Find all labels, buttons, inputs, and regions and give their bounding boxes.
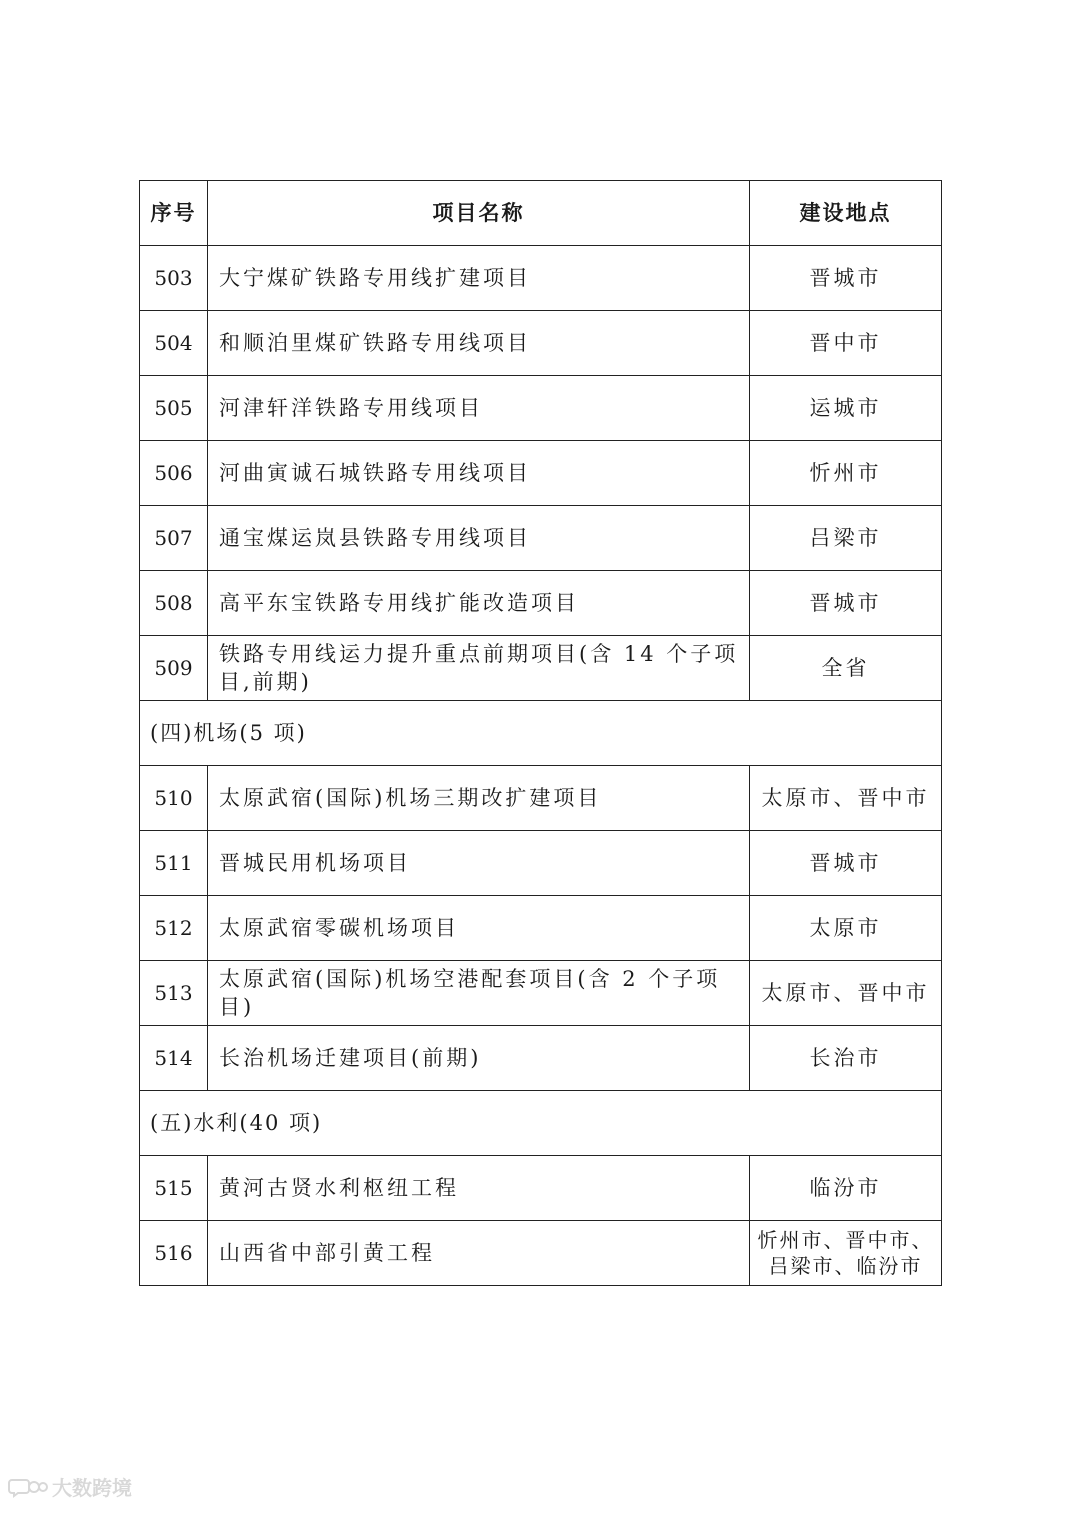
table-row bbox=[140, 896, 942, 961]
serial-number: 511 bbox=[140, 831, 208, 896]
table-row bbox=[140, 246, 942, 311]
serial-number: 503 bbox=[140, 246, 208, 311]
table-row bbox=[140, 961, 942, 1026]
header-location: 建设地点 bbox=[750, 181, 942, 246]
chat-bubble-logo-icon bbox=[8, 1476, 48, 1498]
table-row bbox=[140, 571, 942, 636]
location: 太原市 bbox=[750, 896, 942, 961]
serial-number: 504 bbox=[140, 311, 208, 376]
serial-number: 516 bbox=[140, 1221, 208, 1286]
table-header bbox=[140, 181, 942, 246]
location: 晋城市 bbox=[750, 246, 942, 311]
project-name: 通宝煤运岚县铁路专用线项目 bbox=[208, 506, 750, 571]
section-title: (五)水利(40 项) bbox=[140, 1091, 942, 1156]
table-body bbox=[140, 246, 942, 1286]
serial-number: 506 bbox=[140, 441, 208, 506]
header-project-name: 项目名称 bbox=[208, 181, 750, 246]
project-table bbox=[139, 180, 942, 1286]
project-name: 太原武宿(国际)机场空港配套项目(含 2 个子项目) bbox=[208, 961, 750, 1026]
table-row bbox=[140, 831, 942, 896]
project-name: 黄河古贤水利枢纽工程 bbox=[208, 1156, 750, 1221]
serial-number: 512 bbox=[140, 896, 208, 961]
location: 太原市、晋中市 bbox=[750, 961, 942, 1026]
project-name: 长治机场迁建项目(前期) bbox=[208, 1026, 750, 1091]
project-name: 太原武宿零碳机场项目 bbox=[208, 896, 750, 961]
section-row bbox=[140, 1091, 942, 1156]
project-name: 铁路专用线运力提升重点前期项目(含 14 个子项目,前期) bbox=[208, 636, 750, 701]
project-name: 大宁煤矿铁路专用线扩建项目 bbox=[208, 246, 750, 311]
serial-number: 514 bbox=[140, 1026, 208, 1091]
project-name: 高平东宝铁路专用线扩能改造项目 bbox=[208, 571, 750, 636]
table-row bbox=[140, 1221, 942, 1286]
location: 运城市 bbox=[750, 376, 942, 441]
location: 晋中市 bbox=[750, 311, 942, 376]
table-row bbox=[140, 311, 942, 376]
project-name: 和顺泊里煤矿铁路专用线项目 bbox=[208, 311, 750, 376]
project-name: 晋城民用机场项目 bbox=[208, 831, 750, 896]
serial-number: 513 bbox=[140, 961, 208, 1026]
serial-number: 508 bbox=[140, 571, 208, 636]
table-row bbox=[140, 506, 942, 571]
table-row bbox=[140, 1026, 942, 1091]
table-row bbox=[140, 1156, 942, 1221]
project-name: 太原武宿(国际)机场三期改扩建项目 bbox=[208, 766, 750, 831]
project-name: 河曲寅诚石城铁路专用线项目 bbox=[208, 441, 750, 506]
location: 太原市、晋中市 bbox=[750, 766, 942, 831]
project-name: 山西省中部引黄工程 bbox=[208, 1221, 750, 1286]
serial-number: 509 bbox=[140, 636, 208, 701]
serial-number: 515 bbox=[140, 1156, 208, 1221]
location: 临汾市 bbox=[750, 1156, 942, 1221]
watermark-text: 大数跨境 bbox=[52, 1476, 132, 1500]
table-row bbox=[140, 766, 942, 831]
location: 全省 bbox=[750, 636, 942, 701]
table-row bbox=[140, 376, 942, 441]
section-title: (四)机场(5 项) bbox=[140, 701, 942, 766]
location: 吕梁市 bbox=[750, 506, 942, 571]
location: 晋城市 bbox=[750, 571, 942, 636]
location: 晋城市 bbox=[750, 831, 942, 896]
serial-number: 505 bbox=[140, 376, 208, 441]
section-row bbox=[140, 701, 942, 766]
header-row bbox=[140, 181, 942, 246]
watermark bbox=[8, 1472, 132, 1501]
header-serial: 序号 bbox=[140, 181, 208, 246]
project-name: 河津轩洋铁路专用线项目 bbox=[208, 376, 750, 441]
serial-number: 507 bbox=[140, 506, 208, 571]
location: 忻州市、晋中市、吕梁市、临汾市 bbox=[750, 1221, 942, 1286]
location: 长治市 bbox=[750, 1026, 942, 1091]
table-row bbox=[140, 441, 942, 506]
serial-number: 510 bbox=[140, 766, 208, 831]
location: 忻州市 bbox=[750, 441, 942, 506]
table-row bbox=[140, 636, 942, 701]
